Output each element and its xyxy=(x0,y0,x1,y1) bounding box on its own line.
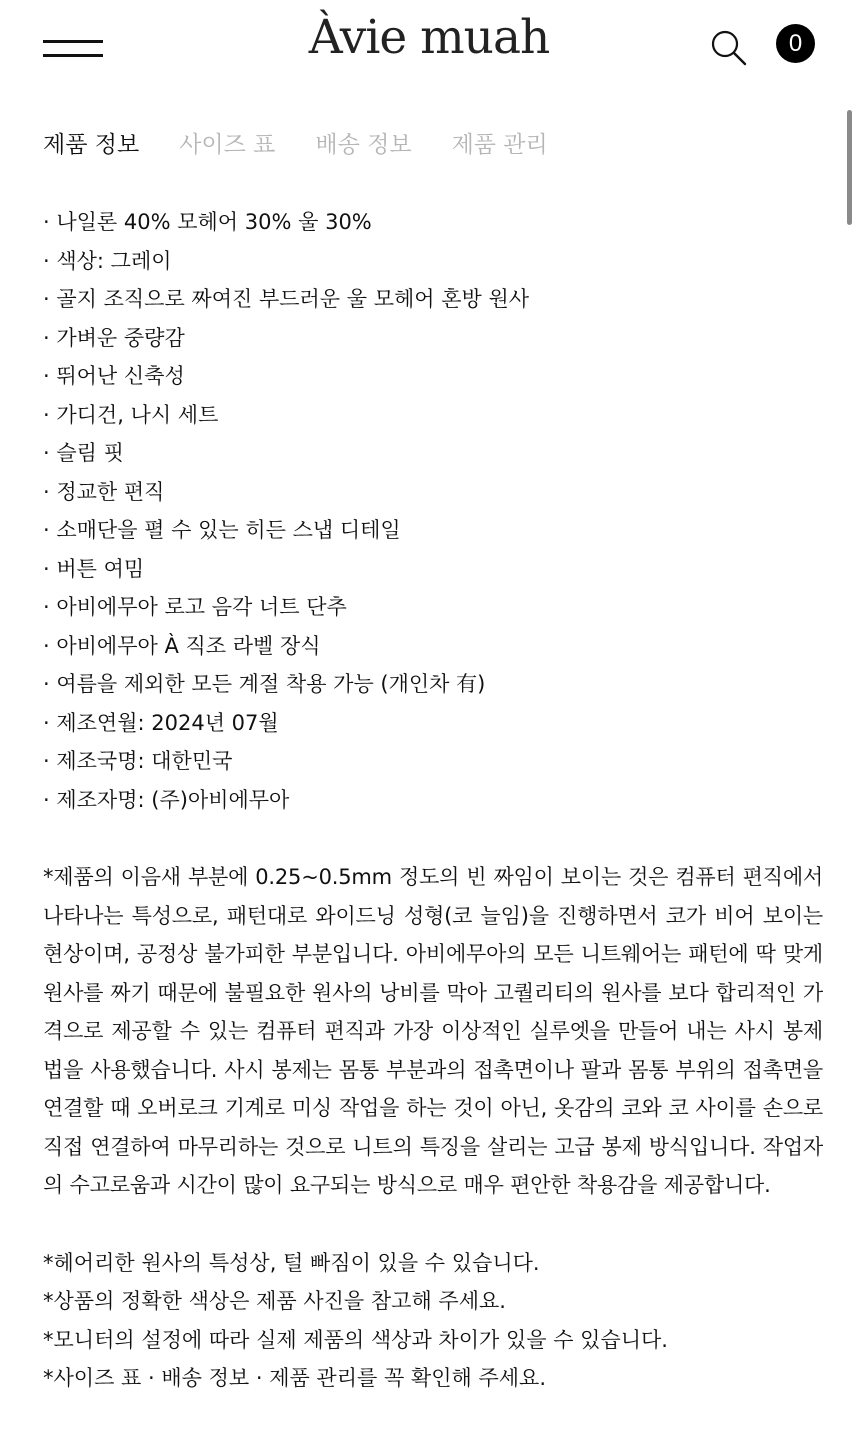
list-item: · 뛰어난 신축성 xyxy=(43,364,185,388)
brand-logo[interactable]: Àvie muah xyxy=(308,10,550,65)
cart-count-badge[interactable]: 0 xyxy=(776,24,815,63)
tab-size-chart[interactable]: 사이즈 표 xyxy=(179,132,276,158)
product-info-content xyxy=(43,203,823,1398)
list-item: · 색상: 그레이 xyxy=(43,248,172,273)
list-item: · 가디건, 나시 세트 xyxy=(43,402,219,427)
list-item: · 가벼운 중량감 xyxy=(43,325,185,350)
list-item: · 정교한 편직 xyxy=(43,479,165,504)
note-item: *모니터의 설정에 따라 실제 제품의 색상과 차이가 있을 수 있습니다. xyxy=(43,1327,668,1352)
spec-list xyxy=(43,203,823,819)
care-notes xyxy=(43,1244,823,1398)
list-item: · 제조자명: (주)아비에무아 xyxy=(43,787,290,812)
note-item: *사이즈 표 · 배송 정보 · 제품 관리를 꼭 확인해 주세요. xyxy=(43,1366,546,1390)
list-item: · 아비에무아 À 직조 라벨 장식 xyxy=(43,633,321,658)
tab-product-care[interactable]: 제품 관리 xyxy=(451,132,548,158)
list-item: · 제조연월: 2024년 07월 xyxy=(43,710,279,735)
list-item: · 제조국명: 대한민국 xyxy=(43,749,233,773)
tab-product-info[interactable]: 제품 정보 xyxy=(43,132,140,158)
knit-description-paragraph: *제품의 이음새 부분에 0.25~0.5mm 정도의 빈 짜임이 보이는 것은 컴퓨터 편직에서 나타나는 특성으로, 패턴대로 와이드닝 성형(코 늘임)을 진행하면서 코가 비어 보이는 현상이며, 공정상 불가피한 부분입니다. 아비에무아의 모든 니트웨어는 패턴에 딱 맞게 원사를 짜기 때문에 불필요한 원사의 낭비를 막아 고퀄리티의 원사를 보다 합리적인 가격으로 제공할 수 있는 컴퓨터 편직과 가장 이상적인 실루엣을 만들어 내는 사시 봉제법을 사용했습니다. 사시 봉제는 몸통 부분과의 접촉면이나 팔과 몸통 부위의 접촉면을 연결할 때 오버로크 기계로 미싱 작업을 하는 것이 아닌, 옷감의 코와 코 사이를 손으로 직접 연결하여 마무리하는 것으로 니트의 특징을 살리는 고급 봉제 방식입니다. 작업자의 수고로움과 시간이 많이 요구되는 방식으로 매우 편안한 착용감을 제공합니다. xyxy=(43,865,823,1197)
list-item: · 여름을 제외한 모든 계절 착용 가능 (개인차 有) xyxy=(43,672,486,696)
list-item: · 버튼 여밈 xyxy=(43,556,145,581)
search-icon[interactable] xyxy=(708,27,750,69)
list-item: · 슬림 핏 xyxy=(43,441,124,465)
note-item: *상품의 정확한 색상은 제품 사진을 참고해 주세요. xyxy=(43,1289,506,1313)
list-item: · 나일론 40% 모헤어 30% 울 30% xyxy=(43,210,372,234)
product-info-tabs xyxy=(43,128,548,162)
list-item: · 소매단을 펼 수 있는 히든 스냅 디테일 xyxy=(43,518,401,542)
scrollbar-thumb[interactable] xyxy=(847,110,852,225)
list-item: · 아비에무아 로고 음각 너트 단추 xyxy=(43,595,347,619)
site-header xyxy=(0,0,858,95)
list-item: · 골지 조직으로 짜여진 부드러운 울 모헤어 혼방 원사 xyxy=(43,287,530,311)
tab-shipping-info[interactable]: 배송 정보 xyxy=(315,132,412,158)
note-item: *헤어리한 원사의 특성상, 털 빠짐이 있을 수 있습니다. xyxy=(43,1250,540,1275)
